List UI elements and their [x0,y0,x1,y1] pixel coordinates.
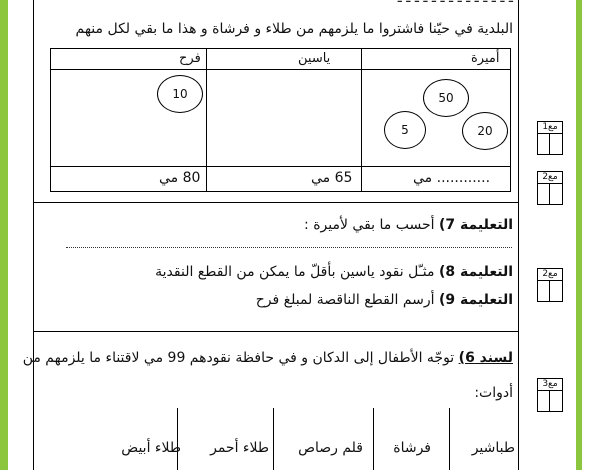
coin-50: 50 [423,79,469,117]
items-row [33,408,519,470]
page-border-right [576,0,582,470]
instruction-7-label: التعليمة 7) [438,217,513,233]
page-border-left [0,0,8,470]
instruction-9-label: التعليمة 9) [438,292,513,308]
answer-line[interactable] [66,247,512,248]
column-header-amira: أميرة [471,51,500,66]
mark-label-3: مع2 [537,268,563,281]
total-amira: ............ مي [413,170,491,186]
sanad-6 [23,349,513,367]
instruction-7 [304,216,513,234]
item-red-paint: طلاء أحمر [210,440,269,456]
content-border-left [33,0,34,470]
mark-box-3 [537,268,563,302]
coin-10: 10 [157,75,203,113]
column-header-yassine: ياسين [298,51,331,66]
coin-20: 20 [462,112,508,150]
mark-box-4 [537,378,563,412]
intro-line: البلدية في حيّنا فاشتروا ما يلزمهم من طلاء و فرشاة و هذا ما بقي لكل منهم [75,21,513,37]
coin-5: 5 [384,111,426,149]
instruction-8-text: مثـّل نقود ياسين بأقلّ ما يمكن من القطع النقدية [155,264,439,280]
column-header-farah: فرح [179,51,201,66]
instruction-8-label: التعليمة 8) [438,264,513,280]
section-divider-1 [33,202,519,203]
instruction-9 [256,291,513,309]
item-chalk: طباشير [471,440,515,456]
coins-table [50,48,511,192]
sanad-6-tools: أدوات: [474,385,513,401]
instruction-8 [155,263,513,281]
mark-label-2: مع2 [537,171,563,184]
mark-box-1 [537,121,563,155]
item-white-paint: طلاء أبيض [121,440,181,456]
mark-cell-2b[interactable] [549,183,563,205]
mark-cell-1b[interactable] [549,133,563,155]
instruction-9-text: أرسم القطع الناقصة لمبلغ فرح [255,292,439,308]
instruction-7-text: أحسب ما بقي لأميرة : [304,217,439,233]
mark-label-1: مع1 [537,121,563,134]
mark-cell-3b[interactable] [549,280,563,302]
total-yassine: 65 مي [311,170,353,186]
total-farah: 80 مي [159,170,201,186]
cut-off-top-line [398,0,513,7]
section-divider-2 [33,331,519,332]
sanad-6-text: توجّه الأطفال إلى الدكان و في حافظة نقودهم 99 مي لاقتناء ما يلزمهم من [22,350,459,366]
mark-cell-4b[interactable] [549,390,563,412]
mark-box-2 [537,171,563,205]
sanad-6-label: لسند 6) [458,350,513,366]
content-border-right [518,0,519,470]
item-pencil: قلم رصاص [298,440,363,456]
item-brush: فرشاة [393,440,431,456]
mark-label-4: مع3 [537,378,563,391]
